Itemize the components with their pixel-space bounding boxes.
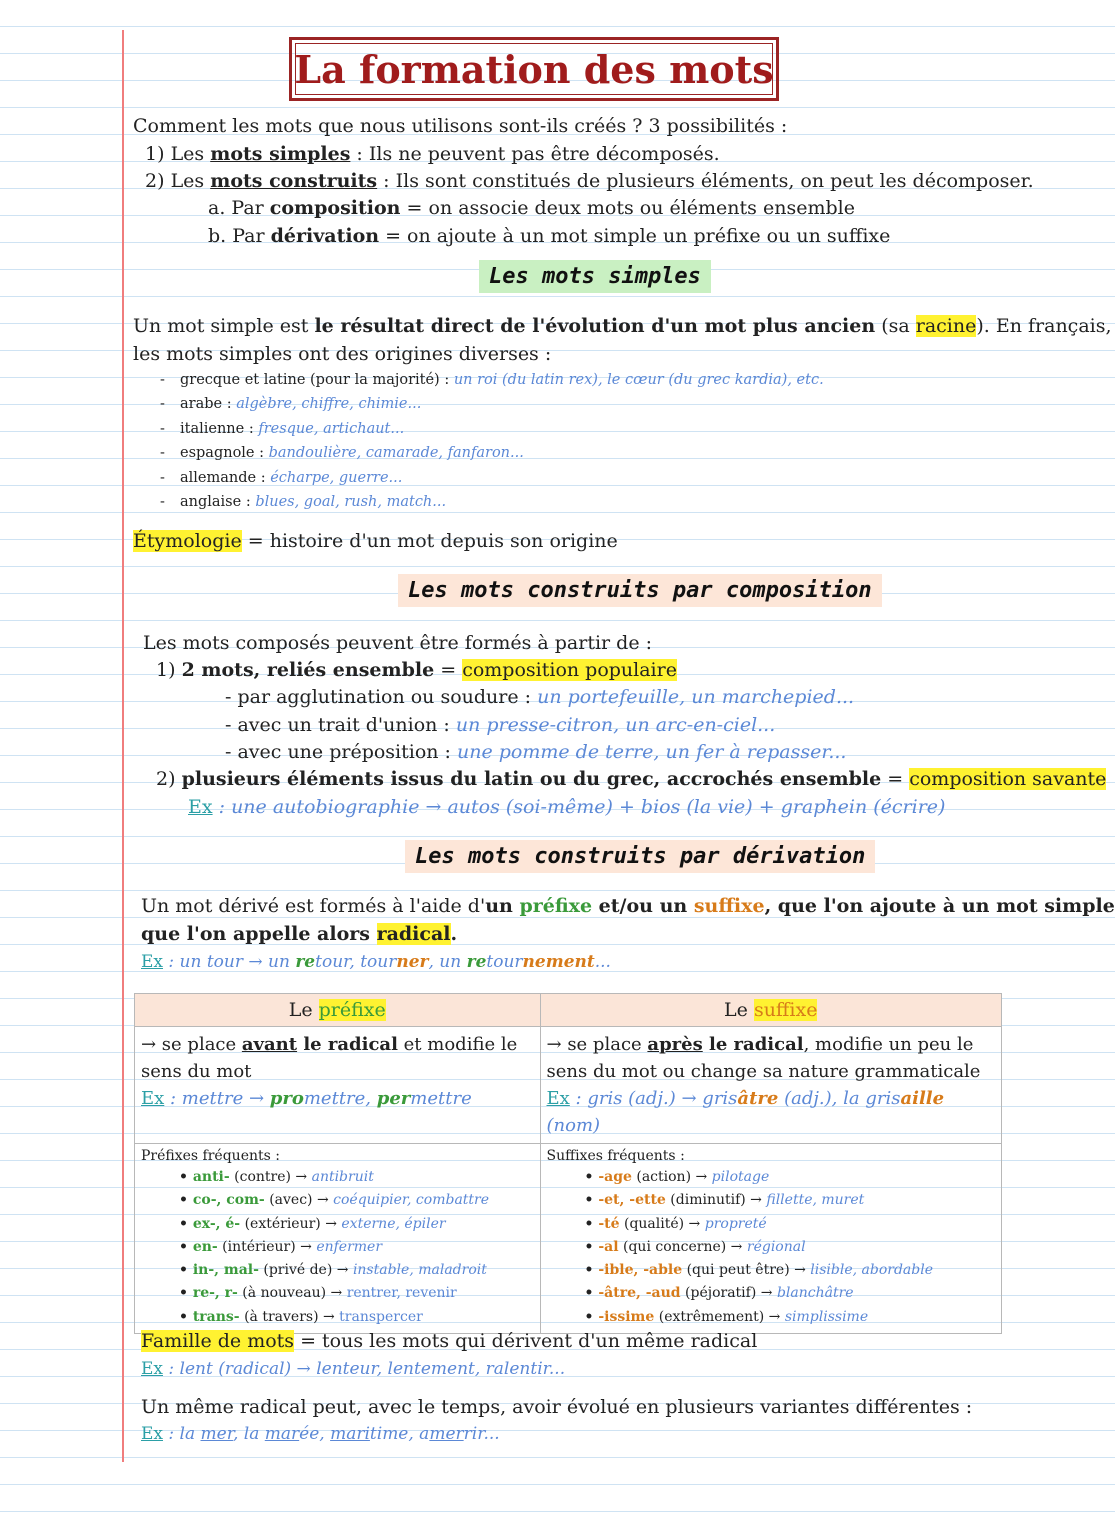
text: Les (170, 170, 211, 192)
meaning: (privé de) → (258, 1262, 353, 1279)
point-number: 1) (145, 143, 165, 165)
example: propreté (704, 1215, 767, 1232)
example-text: : lent (radical) → lenteur, lentement, ralentir... (163, 1359, 566, 1379)
intro-question: Comment les mots que nous utilisons sont-ils créés ? 3 possibilités : (133, 115, 788, 137)
suffix-example (547, 1085, 995, 1139)
prefix-description-cell (135, 1027, 541, 1144)
intro-point-b (208, 225, 890, 247)
meaning: (à travers) → (239, 1308, 340, 1325)
example-text: tour (486, 952, 523, 972)
meaning: (qui peut être) → (682, 1262, 811, 1279)
origin-label: allemande : (180, 470, 271, 486)
meaning: (action) → (631, 1169, 712, 1185)
list-item (179, 1306, 534, 1329)
page-title: La formation des mots (289, 37, 779, 101)
origin-examples: un roi (du latin rex), le cœur (du grec kardia), etc. (453, 372, 824, 388)
table-header-row (135, 994, 1002, 1027)
text-bold: que l'on appelle alors (141, 923, 377, 945)
list-item (179, 1282, 534, 1305)
suffixes-list-cell (540, 1144, 1001, 1334)
example-text: (nom) (546, 1115, 601, 1136)
example: externe, épiler (341, 1215, 446, 1232)
example-text: ée, (299, 1424, 331, 1444)
origin-examples: blues, goal, rush, match... (255, 494, 447, 510)
meaning: (avec) → (264, 1192, 334, 1209)
meaning: (extérieur) → (240, 1215, 342, 1232)
text: - par agglutination ou soudure : (225, 686, 538, 708)
text: → se place (546, 1034, 648, 1055)
variantes-example (141, 1424, 500, 1444)
example-text: ... (594, 952, 611, 972)
list-item (179, 1236, 534, 1259)
affix: -issime (598, 1308, 655, 1325)
suffixes-title: Suffixes fréquents : (546, 1148, 685, 1164)
text: Un mot simple est (133, 315, 315, 337)
example: simplissime (784, 1308, 869, 1325)
text: → se place (141, 1034, 242, 1055)
example-radical: mar (264, 1424, 300, 1444)
origin-item: - allemande : écharpe, guerre... (160, 470, 403, 486)
intro-point-1 (145, 143, 720, 165)
text: = (881, 768, 910, 790)
text-bold: le radical (702, 1034, 804, 1055)
term-apres: après (647, 1034, 703, 1055)
example: fillette, muret (766, 1192, 865, 1209)
point-number: 2) (145, 170, 165, 192)
origin-label: arabe : (180, 396, 237, 412)
prefix-example (141, 1085, 534, 1112)
example-text: (adj.), la gris (778, 1088, 901, 1109)
example: coéquipier, combattre (333, 1192, 490, 1209)
famille-definition (141, 1330, 757, 1352)
origin-examples: écharpe, guerre... (270, 470, 403, 486)
suffix-description (547, 1031, 995, 1085)
highlight-composition-savante: composition savante (909, 768, 1107, 790)
origin-label: anglaise : (180, 494, 256, 510)
meaning: (péjoratif) → (680, 1285, 777, 1302)
prefixes-title: Préfixes fréquents : (141, 1148, 280, 1164)
term-mots-construits: mots construits (210, 170, 378, 192)
composition-sub-item (225, 714, 775, 736)
affix: re-, r- (192, 1285, 238, 1302)
affix: trans- (192, 1308, 240, 1325)
example-label: Ex (141, 1359, 163, 1379)
origin-item: - grecque et latine (pour la majorité) : un roi (du latin rex), le cœur (du grec kardia), etc. (160, 372, 824, 388)
highlight-etymologie: Étymologie (133, 530, 242, 552)
meaning: (extrêmement) → (654, 1308, 785, 1325)
text: Le (288, 999, 319, 1021)
list-item (585, 1189, 995, 1212)
examples: un portefeuille, un marchepied... (537, 686, 855, 708)
text-bold: . (450, 923, 458, 945)
table-row (135, 1027, 1002, 1144)
highlight-famille-de-mots: Famille de mots (141, 1330, 295, 1352)
meaning: (diminutif) → (665, 1192, 767, 1209)
example: enfermer (316, 1238, 383, 1255)
example-suffix: ner (396, 952, 429, 972)
text: a. Par (208, 197, 270, 219)
text: Le (724, 999, 754, 1021)
example-text: , la (232, 1424, 265, 1444)
suffixes-list (547, 1166, 995, 1329)
list-item (585, 1306, 995, 1329)
composition-point-2 (156, 768, 1106, 790)
term-avant: avant (241, 1034, 298, 1055)
example-text: : la (163, 1424, 201, 1444)
famille-example (141, 1359, 565, 1379)
text: Un mot dérivé est formés à l'aide d' (141, 895, 486, 917)
example-text: mettre, (303, 1088, 377, 1109)
origin-item: - italienne : fresque, artichaut... (160, 421, 405, 437)
text: = tous les mots qui dérivent d'un même radical (294, 1330, 758, 1352)
text: - avec une préposition : (225, 741, 457, 763)
highlight-suffixe: suffixe (753, 999, 818, 1021)
highlight-prefixe: préfixe (318, 999, 386, 1021)
origin-examples: fresque, artichaut... (258, 421, 405, 437)
text: = (434, 659, 463, 681)
text: ). En français, (976, 315, 1112, 337)
section-heading-derivation: Les mots construits par dérivation (405, 840, 875, 873)
text: : Ils sont constitués de plusieurs éléments, on peut les décomposer. (377, 170, 1034, 192)
notebook-margin-line (122, 30, 124, 1462)
affix: anti- (192, 1169, 230, 1185)
example-suffix: nement (522, 952, 595, 972)
text-bold: le radical (297, 1034, 398, 1055)
composition-sub-item (225, 686, 854, 708)
example-label: Ex (141, 952, 163, 972)
text: : Ils ne peuvent pas être décomposés. (350, 143, 720, 165)
example-label: Ex (546, 1088, 570, 1109)
prefix-header (135, 994, 541, 1027)
list-item (585, 1236, 995, 1259)
origin-item: - anglaise : blues, goal, rush, match... (160, 494, 447, 510)
point-number: 1) (156, 659, 176, 681)
prefix-suffix-table (134, 993, 1002, 1334)
simples-definition (133, 315, 1112, 337)
derivation-definition (141, 895, 1115, 917)
example-suffix: âtre (737, 1088, 779, 1109)
list-item (585, 1259, 995, 1282)
examples: un presse-citron, un arc-en-ciel... (455, 714, 776, 736)
example-text: mettre (410, 1088, 472, 1109)
affix: -age (598, 1169, 632, 1185)
term-suffixe: suffixe (693, 895, 765, 917)
text-bold: , que l'on ajoute à un mot simple (764, 895, 1115, 917)
example-prefix: per (376, 1088, 411, 1109)
example-text: : un tour → un (163, 952, 296, 972)
example-prefix: pro (269, 1088, 304, 1109)
section-heading-mots-simples: Les mots simples (479, 260, 711, 293)
list-item (585, 1282, 995, 1305)
origin-item: - arabe : algèbre, chiffre, chimie... (160, 396, 422, 412)
example-radical: mer (200, 1424, 233, 1444)
example-radical: mer (429, 1424, 464, 1444)
examples: une pomme de terre, un fer à repasser... (457, 741, 847, 763)
text: = on associe deux mots ou éléments ensemble (400, 197, 855, 219)
etymologie-definition (133, 530, 618, 552)
composition-point-1 (156, 659, 677, 681)
term-derivation: dérivation (270, 225, 380, 247)
derivation-example (141, 952, 611, 972)
example-suffix: aille (900, 1088, 945, 1109)
text: b. Par (208, 225, 271, 247)
term-prefixe: préfixe (519, 895, 593, 917)
example-text: : une autobiographie → autos (soi-même) + bios (la vie) + graphein (écrire) (212, 796, 946, 818)
meaning: (contre) → (229, 1169, 312, 1185)
example-label: Ex (141, 1088, 165, 1109)
simples-definition-line2: les mots simples ont des origines diverses : (133, 343, 552, 365)
text: et modifie le sens du mot (141, 1034, 518, 1082)
text-bold: et/ou un (592, 895, 694, 917)
text-bold: le résultat direct de l'évolution d'un mot plus ancien (314, 315, 876, 337)
affix: co-, com- (192, 1192, 265, 1209)
example-prefix: re (466, 952, 487, 972)
term-composition: composition (269, 197, 401, 219)
example-text: tour, tour (315, 952, 397, 972)
composition-sub-item (225, 741, 846, 763)
point-number: 2) (156, 768, 176, 790)
example: transpercer (339, 1308, 423, 1325)
example-text: : mettre → (164, 1088, 270, 1109)
list-item (179, 1259, 534, 1282)
prefix-description (141, 1031, 534, 1085)
example: lisible, abordable (810, 1262, 933, 1279)
meaning: (qui concerne) → (618, 1238, 747, 1255)
example: instable, maladroit (352, 1262, 487, 1279)
example-text: : gris (adj.) → gris (569, 1088, 738, 1109)
affix: -al (598, 1238, 619, 1255)
affix: -et, -ette (598, 1192, 666, 1209)
list-item (179, 1189, 534, 1212)
text: Les (170, 143, 211, 165)
highlight-composition-populaire: composition populaire (462, 659, 677, 681)
text: , modifie un peu le sens du mot ou change sa nature grammaticale (546, 1034, 981, 1082)
example: antibruit (311, 1169, 374, 1185)
text-bold: plusieurs éléments issus du latin ou du grec, accrochés ensemble (181, 768, 882, 790)
prefixes-list-cell (135, 1144, 541, 1334)
example-text: rir... (463, 1424, 500, 1444)
text-bold: 2 mots, reliés ensemble (181, 659, 435, 681)
highlight-radical: radical (376, 923, 451, 945)
origin-item: - espagnole : bandoulière, camarade, fanfaron... (160, 445, 524, 461)
affix: -âtre, -aud (598, 1285, 681, 1302)
variantes-text: Un même radical peut, avec le temps, avoir évolué en plusieurs variantes différentes : (141, 1396, 973, 1418)
text-bold: un (485, 895, 520, 917)
list-item (585, 1213, 995, 1236)
table-row (135, 1144, 1002, 1334)
example-text: time, a (369, 1424, 430, 1444)
suffix-header (540, 994, 1001, 1027)
origin-examples: algèbre, chiffre, chimie... (236, 396, 422, 412)
affix: in-, mal- (192, 1262, 259, 1279)
list-item (179, 1213, 534, 1236)
example-label: Ex (141, 1424, 163, 1444)
example: régional (746, 1238, 806, 1255)
meaning: (qualité) → (619, 1215, 705, 1232)
example: rentrer, revenir (346, 1285, 457, 1302)
example: pilotage (711, 1169, 770, 1185)
meaning: (à nouveau) → (237, 1285, 347, 1302)
derivation-definition-line2 (141, 923, 457, 945)
meaning: (intérieur) → (217, 1238, 317, 1255)
term-mots-simples: mots simples (210, 143, 351, 165)
text: = on ajoute à un mot simple un préfixe ou un suffixe (379, 225, 891, 247)
suffix-description-cell (540, 1027, 1001, 1144)
prefixes-list (141, 1166, 534, 1329)
intro-point-a (208, 197, 855, 219)
intro-point-2 (145, 170, 1034, 192)
affix: en- (192, 1238, 218, 1255)
text: - avec un trait d'union : (225, 714, 456, 736)
origin-label: italienne : (180, 421, 259, 437)
affix: ex-, é- (192, 1215, 241, 1232)
example-prefix: re (295, 952, 316, 972)
origin-examples: bandoulière, camarade, fanfaron... (268, 445, 524, 461)
list-item (179, 1166, 534, 1189)
origin-label: espagnole : (180, 445, 269, 461)
text: (sa (875, 315, 916, 337)
list-item (585, 1166, 995, 1189)
origin-label: grecque et latine (pour la majorité) : (180, 372, 454, 388)
composition-intro: Les mots composés peuvent être formés à partir de : (143, 632, 653, 654)
section-heading-composition: Les mots construits par composition (398, 574, 882, 607)
example-label: Ex (188, 796, 213, 818)
affix: -té (598, 1215, 620, 1232)
text: = histoire d'un mot depuis son origine (241, 530, 618, 552)
composition-example (188, 796, 945, 818)
affix: -ible, -able (598, 1262, 683, 1279)
highlight-racine: racine (915, 315, 977, 337)
example-text: , un (428, 952, 467, 972)
example: blanchâtre (776, 1285, 854, 1302)
example-radical: mari (330, 1424, 370, 1444)
